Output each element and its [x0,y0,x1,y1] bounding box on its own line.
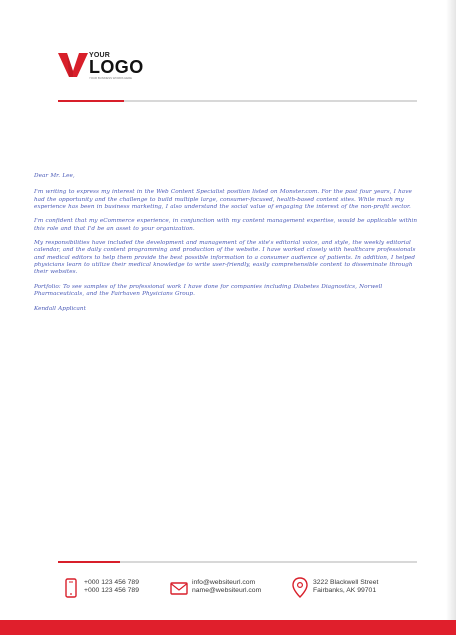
logo-line1: YOUR [89,52,111,59]
letter-body [34,173,421,320]
email-line-1: info@websiteurl.com [192,579,256,586]
letter-signature: Kendall Applicant [34,305,86,312]
footer-divider [58,561,417,563]
company-logo [58,46,168,86]
phone-line-2: +000 123 456 789 [84,587,139,594]
address-text [313,579,378,595]
phone-text [84,579,139,595]
address-line-2: Fairbanks, AK 99701 [313,587,377,594]
envelope-icon [169,576,189,600]
logo-line2: LOGO [89,57,144,77]
letter-salutation: Dear Mr. Lee, [34,173,75,179]
v-shaped-logo-icon [58,48,88,78]
header-divider [58,100,417,102]
footer-red-bar [0,620,456,635]
email-line-2: name@websiteurl.com [192,587,262,594]
location-pin-icon [290,576,310,600]
email-text [192,579,261,595]
address-line-1: 3222 Blackwell Street [313,579,379,586]
page-edge-shadow [446,0,456,635]
letter-paragraph-portfolio: Portfolio: To see samples of the professional work I have done for companies including Diabetes Diagnostics, Norwell Pharmaceuticals, and the Fairhaven Physicians Group. [34,283,383,298]
letter-paragraph-intro: I'm writing to express my interest in the Web Content Specialist position listed on Monster.com. For the past four years, I have had the opportunity and the challenge to build multiple large, consumer-focused, health-based content sites. While much my experience has been in business marketing, I also understand the social value of engaging the interest of the non-profit sector. [34,189,412,210]
logo-tagline: YOUR BUSINESS WORDS HERE [89,76,133,80]
letter-paragraph-responsibilities: My responsibilities have included the development and management of the site's editorial voice, and style, the weekly editorial calendar, and the daily content programming and production of the website. I have worked closely with healthcare professionals and medical editors to help them provide the best possible information to a consumer audience of patients. In addition, I helped physicians learn to utilize their medical knowledge to write user-friendly, easily comprehensible content to disseminate through their websites. [34,240,416,276]
phone-icon [61,576,81,600]
letter-paragraph-confidence: I'm confident that my eCommerce experience, in conjunction with my content management expertise, would be applicable within this role and that I'd be an asset to your organization. [34,218,418,232]
phone-line-1: +000 123 456 789 [84,579,139,586]
